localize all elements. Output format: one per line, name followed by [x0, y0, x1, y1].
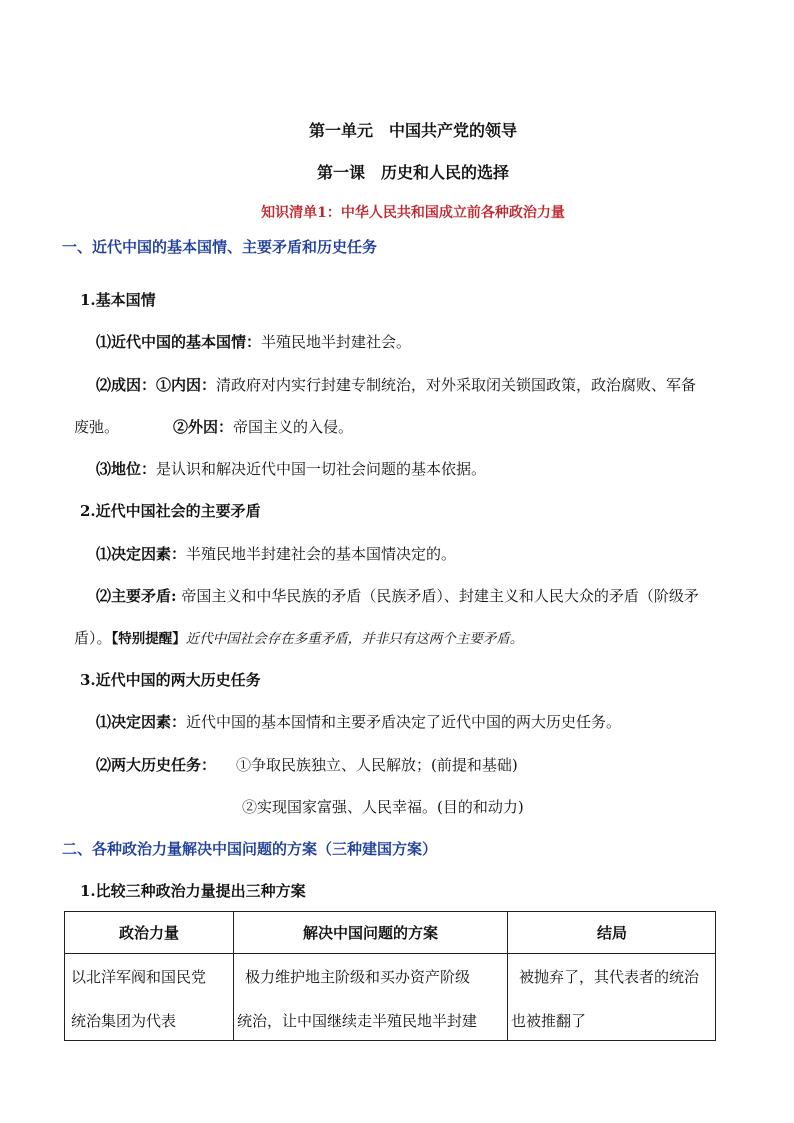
main-contradiction-cont: 盾）。: [74, 629, 112, 647]
main-contradiction-para: [96, 585, 699, 606]
main-contradiction-label: ⑵主要矛盾:: [96, 587, 177, 605]
table-divider: [65, 953, 715, 954]
cause-para-continued: [74, 416, 353, 437]
basic-condition-label: ⑴近代中国的基本国情：: [96, 333, 262, 351]
table-cell-outcome-line2: 也被推翻了: [511, 1012, 587, 1030]
special-reminder: [112, 631, 524, 647]
section1-heading: 一、近代中国的基本国情、主要矛盾和历史任务: [62, 238, 378, 256]
unit-title: 第一单元 中国共产党的领导: [308, 121, 517, 140]
internal-cause-cont: 废弛。: [74, 418, 120, 436]
basic-condition-para: [96, 331, 411, 352]
status-para: [96, 458, 486, 479]
status-label: ⑶地位：: [96, 460, 157, 478]
external-cause-text: 帝国主义的入侵。: [233, 418, 354, 436]
table-header-plan: 解决中国问题的方案: [302, 924, 438, 942]
table-cell-outcome-line1: 被抛弃了，其代表者的统治: [519, 968, 700, 986]
two-tasks-para: [96, 754, 518, 775]
task-item-2: ②实现国家富强、人民幸福。(目的和动力): [242, 798, 524, 816]
external-cause-label: ②外因：: [173, 418, 234, 436]
sub1-heading: 1.基本国情: [80, 291, 156, 309]
table-header-outcome: 结局: [596, 924, 627, 942]
table-cell-plan-line1: 极力维护地主阶级和买办资产阶级: [245, 968, 471, 986]
basic-condition-text: 半殖民地半封建社会。: [261, 333, 412, 351]
section2-sub1-heading: 1.比较三种政治力量提出三种方案: [80, 882, 306, 900]
special-reminder-label: 【特别提醒】: [111, 631, 186, 647]
sub3-heading: 3.近代中国的两大历史任务: [80, 671, 261, 689]
special-reminder-text: 近代中国社会存在多重矛盾，并非只有这两个主要矛盾。: [185, 631, 524, 647]
knowledge-list-title: 知识清单1：中华人民共和国成立前各种政治力量: [261, 205, 565, 221]
table-cell-force-line1: 以北洋军阀和国民党: [71, 968, 207, 986]
main-contradiction-continued: [74, 627, 523, 648]
main-contradiction-text: 帝国主义和中华民族的矛盾（民族矛盾）、封建主义和人民大众的矛盾（阶级矛: [176, 587, 699, 605]
table-cell-plan-line2: 统治，让中国继续走半殖民地半封建: [237, 1012, 478, 1030]
task-item-1: ①争取民族独立、人民解放；(前提和基础): [236, 756, 518, 774]
task-factor-label: ⑴决定因素：: [96, 713, 187, 731]
task-factor-para: [96, 711, 621, 732]
cause-para: [96, 374, 696, 395]
task-factor-text: 近代中国的基本国情和主要矛盾决定了近代中国的两大历史任务。: [186, 713, 622, 731]
two-tasks-label: ⑵两大历史任务：: [96, 756, 217, 774]
internal-cause-label: ①内因：: [156, 376, 217, 394]
lesson-title: 第一课 历史和人民的选择: [316, 163, 509, 182]
table-cell-force-line2: 统治集团为代表: [71, 1012, 177, 1030]
section2-heading: 二、各种政治力量解决中国问题的方案（三种建国方案）: [62, 840, 438, 858]
comparison-table: [64, 911, 716, 1041]
cause-label: ⑵成因：: [96, 376, 157, 394]
internal-cause-text: 清政府对内实行封建专制统治，对外采取闭关锁国政策，政治腐败、军备: [216, 376, 697, 394]
sub2-heading: 2.近代中国社会的主要矛盾: [80, 502, 261, 520]
contradiction-factor-text: 半殖民地半封建社会的基本国情决定的。: [186, 545, 457, 563]
contradiction-factor-label: ⑴决定因素：: [96, 545, 187, 563]
table-header-force: 政治力量: [118, 924, 179, 942]
contradiction-factor-para: [96, 543, 456, 564]
status-text: 是认识和解决近代中国一切社会问题的基本依据。: [156, 460, 487, 478]
